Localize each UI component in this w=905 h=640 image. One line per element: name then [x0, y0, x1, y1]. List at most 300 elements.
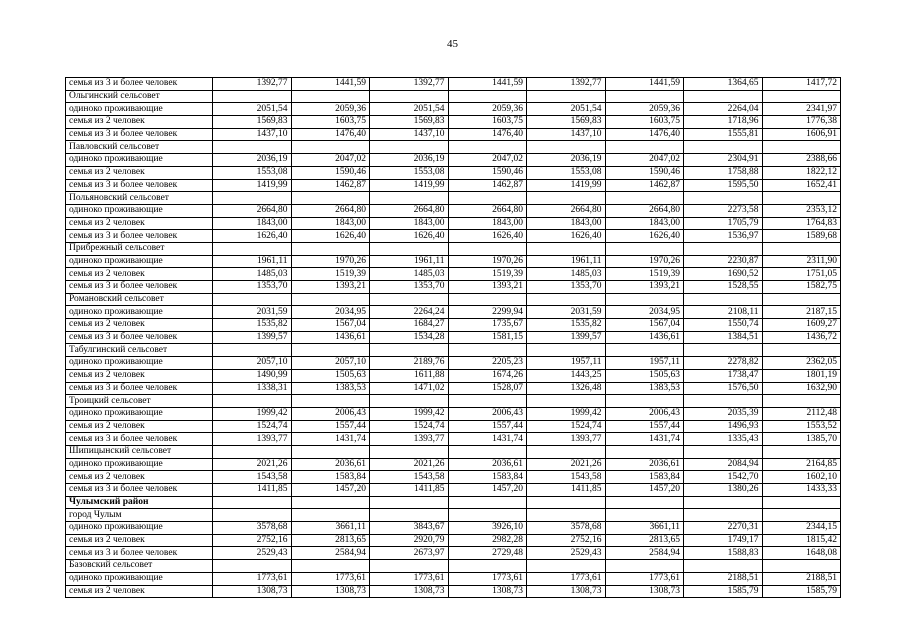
value-cell: 2752,16: [213, 534, 292, 547]
value-cell: 1961,11: [213, 255, 292, 268]
table-row: [66, 471, 841, 484]
value-cell: 1338,31: [213, 382, 292, 395]
row-label: семья из 3 и более человек: [66, 128, 213, 141]
value-cell: 1419,99: [213, 179, 292, 192]
value-cell: 1632,90: [762, 382, 841, 395]
value-cell: 2051,54: [213, 103, 292, 116]
empty-cell: [370, 395, 449, 408]
value-cell: 2034,95: [291, 306, 370, 319]
value-cell: 1553,08: [213, 166, 292, 179]
value-cell: 1393,21: [605, 281, 684, 294]
value-cell: 2341,97: [762, 103, 841, 116]
value-cell: 1476,40: [605, 128, 684, 141]
value-cell: 1843,00: [448, 217, 527, 230]
empty-cell: [213, 560, 292, 573]
value-cell: 1690,52: [684, 268, 763, 281]
empty-cell: [213, 141, 292, 154]
section-header-row: [66, 293, 841, 306]
value-cell: 1392,77: [527, 78, 606, 91]
empty-cell: [291, 496, 370, 509]
value-cell: 2036,61: [291, 458, 370, 471]
row-label: семья из 2 человек: [66, 166, 213, 179]
value-cell: 1718,96: [684, 116, 763, 129]
value-cell: 1524,74: [213, 420, 292, 433]
value-cell: 1411,85: [370, 484, 449, 497]
value-cell: 1999,42: [213, 407, 292, 420]
value-cell: 1603,75: [448, 116, 527, 129]
table-row: [66, 128, 841, 141]
value-cell: 2047,02: [448, 154, 527, 167]
table-row: [66, 572, 841, 585]
value-cell: 1308,73: [370, 585, 449, 598]
empty-cell: [527, 496, 606, 509]
row-label: семья из 3 и более человек: [66, 281, 213, 294]
value-cell: 1536,97: [684, 230, 763, 243]
empty-cell: [370, 560, 449, 573]
empty-cell: [448, 242, 527, 255]
row-label: одиноко проживающие: [66, 154, 213, 167]
table-row: [66, 522, 841, 535]
value-cell: 2982,28: [448, 534, 527, 547]
value-cell: 1485,03: [213, 268, 292, 281]
empty-cell: [370, 496, 449, 509]
value-cell: 1308,73: [448, 585, 527, 598]
value-cell: 1583,84: [448, 471, 527, 484]
empty-cell: [684, 395, 763, 408]
row-label: семья из 3 и более человек: [66, 230, 213, 243]
row-label: семья из 2 человек: [66, 585, 213, 598]
section-label: Троицкий сельсовет: [66, 395, 213, 408]
table-row: [66, 420, 841, 433]
value-cell: 2021,26: [213, 458, 292, 471]
empty-cell: [291, 395, 370, 408]
empty-cell: [370, 141, 449, 154]
value-cell: 1773,61: [213, 572, 292, 585]
row-label: семья из 2 человек: [66, 420, 213, 433]
empty-cell: [762, 344, 841, 357]
value-cell: 1585,79: [762, 585, 841, 598]
section-header-row: [66, 395, 841, 408]
row-label: одиноко проживающие: [66, 522, 213, 535]
table-row: [66, 484, 841, 497]
row-label: семья из 3 и более человек: [66, 78, 213, 91]
table-row: [66, 319, 841, 332]
value-cell: 3661,11: [605, 522, 684, 535]
table-row: [66, 116, 841, 129]
empty-cell: [762, 509, 841, 522]
value-cell: 1353,70: [527, 281, 606, 294]
value-cell: 1776,38: [762, 116, 841, 129]
empty-cell: [762, 141, 841, 154]
section-header-row: [66, 141, 841, 154]
value-cell: 1569,83: [370, 116, 449, 129]
value-cell: 1626,40: [291, 230, 370, 243]
table-row: [66, 407, 841, 420]
value-cell: 1801,19: [762, 369, 841, 382]
row-label: семья из 2 человек: [66, 268, 213, 281]
value-cell: 1528,07: [448, 382, 527, 395]
value-cell: 1441,59: [605, 78, 684, 91]
empty-cell: [448, 560, 527, 573]
empty-cell: [527, 141, 606, 154]
value-cell: 1535,82: [213, 319, 292, 332]
empty-cell: [448, 395, 527, 408]
value-cell: 1476,40: [448, 128, 527, 141]
value-cell: 1606,91: [762, 128, 841, 141]
value-cell: 1542,70: [684, 471, 763, 484]
value-cell: 2813,65: [605, 534, 684, 547]
table-row: [66, 331, 841, 344]
value-cell: 2752,16: [527, 534, 606, 547]
value-cell: 2035,39: [684, 407, 763, 420]
empty-cell: [762, 496, 841, 509]
table-row: [66, 230, 841, 243]
page-number: 45: [447, 38, 458, 50]
value-cell: 2270,31: [684, 522, 763, 535]
value-cell: 1393,77: [527, 433, 606, 446]
value-cell: 1364,65: [684, 78, 763, 91]
value-cell: 1684,27: [370, 319, 449, 332]
value-cell: 2673,97: [370, 547, 449, 560]
value-cell: 2273,58: [684, 204, 763, 217]
value-cell: 1553,08: [527, 166, 606, 179]
value-cell: 2057,10: [291, 357, 370, 370]
value-cell: 2059,36: [605, 103, 684, 116]
empty-cell: [448, 509, 527, 522]
table-row: [66, 255, 841, 268]
value-cell: 2031,59: [527, 306, 606, 319]
empty-cell: [684, 509, 763, 522]
value-cell: 2036,19: [370, 154, 449, 167]
table-row: [66, 78, 841, 91]
empty-cell: [448, 192, 527, 205]
row-label: семья из 2 человек: [66, 217, 213, 230]
value-cell: 2584,94: [605, 547, 684, 560]
value-cell: 1457,20: [291, 484, 370, 497]
value-cell: 2006,43: [448, 407, 527, 420]
value-cell: 1437,10: [370, 128, 449, 141]
row-label: одиноко проживающие: [66, 204, 213, 217]
table-row: [66, 281, 841, 294]
value-cell: 1843,00: [370, 217, 449, 230]
value-cell: 3578,68: [213, 522, 292, 535]
row-label: одиноко проживающие: [66, 357, 213, 370]
value-cell: 1431,74: [605, 433, 684, 446]
value-cell: 1308,73: [605, 585, 684, 598]
value-cell: 1519,39: [605, 268, 684, 281]
value-cell: 1441,59: [448, 78, 527, 91]
value-cell: 1557,44: [605, 420, 684, 433]
value-cell: 1735,67: [448, 319, 527, 332]
empty-cell: [370, 242, 449, 255]
value-cell: 1603,75: [605, 116, 684, 129]
row-label: семья из 3 и более человек: [66, 433, 213, 446]
value-cell: 1326,48: [527, 382, 606, 395]
value-cell: 2047,02: [605, 154, 684, 167]
table-row: [66, 458, 841, 471]
value-cell: 2920,79: [370, 534, 449, 547]
empty-cell: [370, 509, 449, 522]
empty-cell: [527, 560, 606, 573]
value-cell: 2529,43: [213, 547, 292, 560]
row-label: семья из 3 и более человек: [66, 547, 213, 560]
value-cell: 1626,40: [448, 230, 527, 243]
value-cell: 2205,23: [448, 357, 527, 370]
value-cell: 1392,77: [213, 78, 292, 91]
empty-cell: [605, 90, 684, 103]
value-cell: 1431,74: [448, 433, 527, 446]
empty-cell: [527, 509, 606, 522]
value-cell: 1970,26: [291, 255, 370, 268]
row-label: семья из 3 и более человек: [66, 179, 213, 192]
value-cell: 1433,33: [762, 484, 841, 497]
section-header-row: [66, 509, 841, 522]
value-cell: 1674,26: [448, 369, 527, 382]
value-cell: 1957,11: [605, 357, 684, 370]
value-cell: 1431,74: [291, 433, 370, 446]
table-row: [66, 217, 841, 230]
value-cell: 1815,42: [762, 534, 841, 547]
value-cell: 1505,63: [605, 369, 684, 382]
empty-cell: [448, 293, 527, 306]
value-cell: 2112,48: [762, 407, 841, 420]
table-body: [66, 78, 841, 598]
value-cell: 1590,46: [291, 166, 370, 179]
value-cell: 2021,26: [527, 458, 606, 471]
empty-cell: [762, 445, 841, 458]
value-cell: 1353,70: [370, 281, 449, 294]
empty-cell: [291, 141, 370, 154]
table-row: [66, 585, 841, 598]
value-cell: 1626,40: [370, 230, 449, 243]
empty-cell: [213, 445, 292, 458]
value-cell: 2036,19: [213, 154, 292, 167]
value-cell: 1648,08: [762, 547, 841, 560]
value-cell: 2664,80: [213, 204, 292, 217]
value-cell: 1567,04: [605, 319, 684, 332]
value-cell: 1462,87: [291, 179, 370, 192]
value-cell: 1773,61: [527, 572, 606, 585]
table-row: [66, 154, 841, 167]
value-cell: 1557,44: [291, 420, 370, 433]
value-cell: 2584,94: [291, 547, 370, 560]
section-header-row: [66, 560, 841, 573]
value-cell: 1485,03: [527, 268, 606, 281]
value-cell: 2051,54: [370, 103, 449, 116]
value-cell: 2108,11: [684, 306, 763, 319]
value-cell: 2664,80: [291, 204, 370, 217]
value-cell: 1462,87: [605, 179, 684, 192]
value-cell: 1528,55: [684, 281, 763, 294]
section-header-row: [66, 242, 841, 255]
value-cell: 1485,03: [370, 268, 449, 281]
value-cell: 1595,50: [684, 179, 763, 192]
empty-cell: [370, 192, 449, 205]
empty-cell: [605, 509, 684, 522]
value-cell: 1534,28: [370, 331, 449, 344]
value-cell: 1543,58: [370, 471, 449, 484]
row-label: одиноко проживающие: [66, 306, 213, 319]
section-label: город Чулым: [66, 509, 213, 522]
row-label: семья из 2 человек: [66, 534, 213, 547]
empty-cell: [291, 509, 370, 522]
value-cell: 1602,10: [762, 471, 841, 484]
value-cell: 3661,11: [291, 522, 370, 535]
value-cell: 1419,99: [370, 179, 449, 192]
value-cell: 1581,15: [448, 331, 527, 344]
value-cell: 1773,61: [605, 572, 684, 585]
section-label: Шипицынский сельсовет: [66, 445, 213, 458]
value-cell: 1441,59: [291, 78, 370, 91]
value-cell: 1308,73: [291, 585, 370, 598]
empty-cell: [762, 293, 841, 306]
value-cell: 1582,75: [762, 281, 841, 294]
value-cell: 1535,82: [527, 319, 606, 332]
value-cell: 1524,74: [527, 420, 606, 433]
value-cell: 2084,94: [684, 458, 763, 471]
value-cell: 3843,67: [370, 522, 449, 535]
empty-cell: [605, 192, 684, 205]
value-cell: 1970,26: [448, 255, 527, 268]
value-cell: 1417,72: [762, 78, 841, 91]
table-row: [66, 306, 841, 319]
value-cell: 1335,43: [684, 433, 763, 446]
empty-cell: [605, 560, 684, 573]
value-cell: 2729,48: [448, 547, 527, 560]
empty-cell: [527, 445, 606, 458]
value-cell: 2188,51: [684, 572, 763, 585]
value-cell: 1308,73: [527, 585, 606, 598]
section-label: Ольгинский сельсовет: [66, 90, 213, 103]
value-cell: 2036,61: [605, 458, 684, 471]
value-cell: 1773,61: [291, 572, 370, 585]
value-cell: 1383,53: [605, 382, 684, 395]
value-cell: 1626,40: [605, 230, 684, 243]
value-cell: 1393,21: [448, 281, 527, 294]
value-cell: 1749,17: [684, 534, 763, 547]
value-cell: 1611,88: [370, 369, 449, 382]
value-cell: 2362,05: [762, 357, 841, 370]
value-cell: 2188,51: [762, 572, 841, 585]
value-cell: 1490,99: [213, 369, 292, 382]
empty-cell: [213, 192, 292, 205]
value-cell: 1353,70: [213, 281, 292, 294]
section-label: Базовский сельсовет: [66, 560, 213, 573]
value-cell: 2278,82: [684, 357, 763, 370]
value-cell: 1843,00: [291, 217, 370, 230]
value-cell: 1399,57: [527, 331, 606, 344]
empty-cell: [527, 90, 606, 103]
value-cell: 1569,83: [213, 116, 292, 129]
row-label: семья из 2 человек: [66, 369, 213, 382]
value-cell: 1843,00: [213, 217, 292, 230]
empty-cell: [291, 560, 370, 573]
empty-cell: [370, 445, 449, 458]
value-cell: 1764,83: [762, 217, 841, 230]
empty-cell: [605, 344, 684, 357]
empty-cell: [448, 90, 527, 103]
value-cell: 1738,47: [684, 369, 763, 382]
value-cell: 1436,61: [291, 331, 370, 344]
empty-cell: [213, 395, 292, 408]
empty-cell: [605, 496, 684, 509]
value-cell: 1705,79: [684, 217, 763, 230]
value-cell: 1436,61: [605, 331, 684, 344]
value-cell: 1590,46: [448, 166, 527, 179]
value-cell: 1585,79: [684, 585, 763, 598]
value-cell: 1436,72: [762, 331, 841, 344]
empty-cell: [448, 141, 527, 154]
empty-cell: [370, 90, 449, 103]
empty-cell: [291, 344, 370, 357]
value-cell: 2047,02: [291, 154, 370, 167]
value-cell: 1569,83: [527, 116, 606, 129]
value-cell: 2059,36: [448, 103, 527, 116]
district-header-row: [66, 496, 841, 509]
district-label: Чулымский район: [66, 496, 213, 509]
empty-cell: [213, 90, 292, 103]
table-row: [66, 268, 841, 281]
value-cell: 2230,87: [684, 255, 763, 268]
value-cell: 2036,19: [527, 154, 606, 167]
empty-cell: [684, 90, 763, 103]
value-cell: 2664,80: [605, 204, 684, 217]
empty-cell: [291, 293, 370, 306]
row-label: одиноко проживающие: [66, 572, 213, 585]
empty-cell: [762, 192, 841, 205]
row-label: семья из 2 человек: [66, 116, 213, 129]
empty-cell: [527, 293, 606, 306]
section-header-row: [66, 192, 841, 205]
empty-cell: [684, 560, 763, 573]
value-cell: 1411,85: [527, 484, 606, 497]
value-cell: 2057,10: [213, 357, 292, 370]
section-header-row: [66, 344, 841, 357]
empty-cell: [762, 90, 841, 103]
table-row: [66, 166, 841, 179]
value-cell: 1462,87: [448, 179, 527, 192]
empty-cell: [762, 242, 841, 255]
value-cell: 2164,85: [762, 458, 841, 471]
value-cell: 1543,58: [213, 471, 292, 484]
row-label: семья из 2 человек: [66, 471, 213, 484]
value-cell: 1411,85: [213, 484, 292, 497]
row-label: одиноко проживающие: [66, 458, 213, 471]
value-cell: 2664,80: [448, 204, 527, 217]
value-cell: 1626,40: [213, 230, 292, 243]
empty-cell: [605, 141, 684, 154]
value-cell: 2051,54: [527, 103, 606, 116]
value-cell: 2034,95: [605, 306, 684, 319]
value-cell: 1555,81: [684, 128, 763, 141]
empty-cell: [291, 445, 370, 458]
table-row: [66, 103, 841, 116]
value-cell: 1399,57: [213, 331, 292, 344]
empty-cell: [213, 293, 292, 306]
empty-cell: [291, 192, 370, 205]
section-label: Романовский сельсовет: [66, 293, 213, 306]
value-cell: 1519,39: [448, 268, 527, 281]
empty-cell: [684, 496, 763, 509]
value-cell: 1583,84: [291, 471, 370, 484]
value-cell: 2006,43: [291, 407, 370, 420]
table-row: [66, 534, 841, 547]
value-cell: 2353,12: [762, 204, 841, 217]
value-cell: 1970,26: [605, 255, 684, 268]
value-cell: 2036,61: [448, 458, 527, 471]
table-row: [66, 204, 841, 217]
value-cell: 2529,43: [527, 547, 606, 560]
